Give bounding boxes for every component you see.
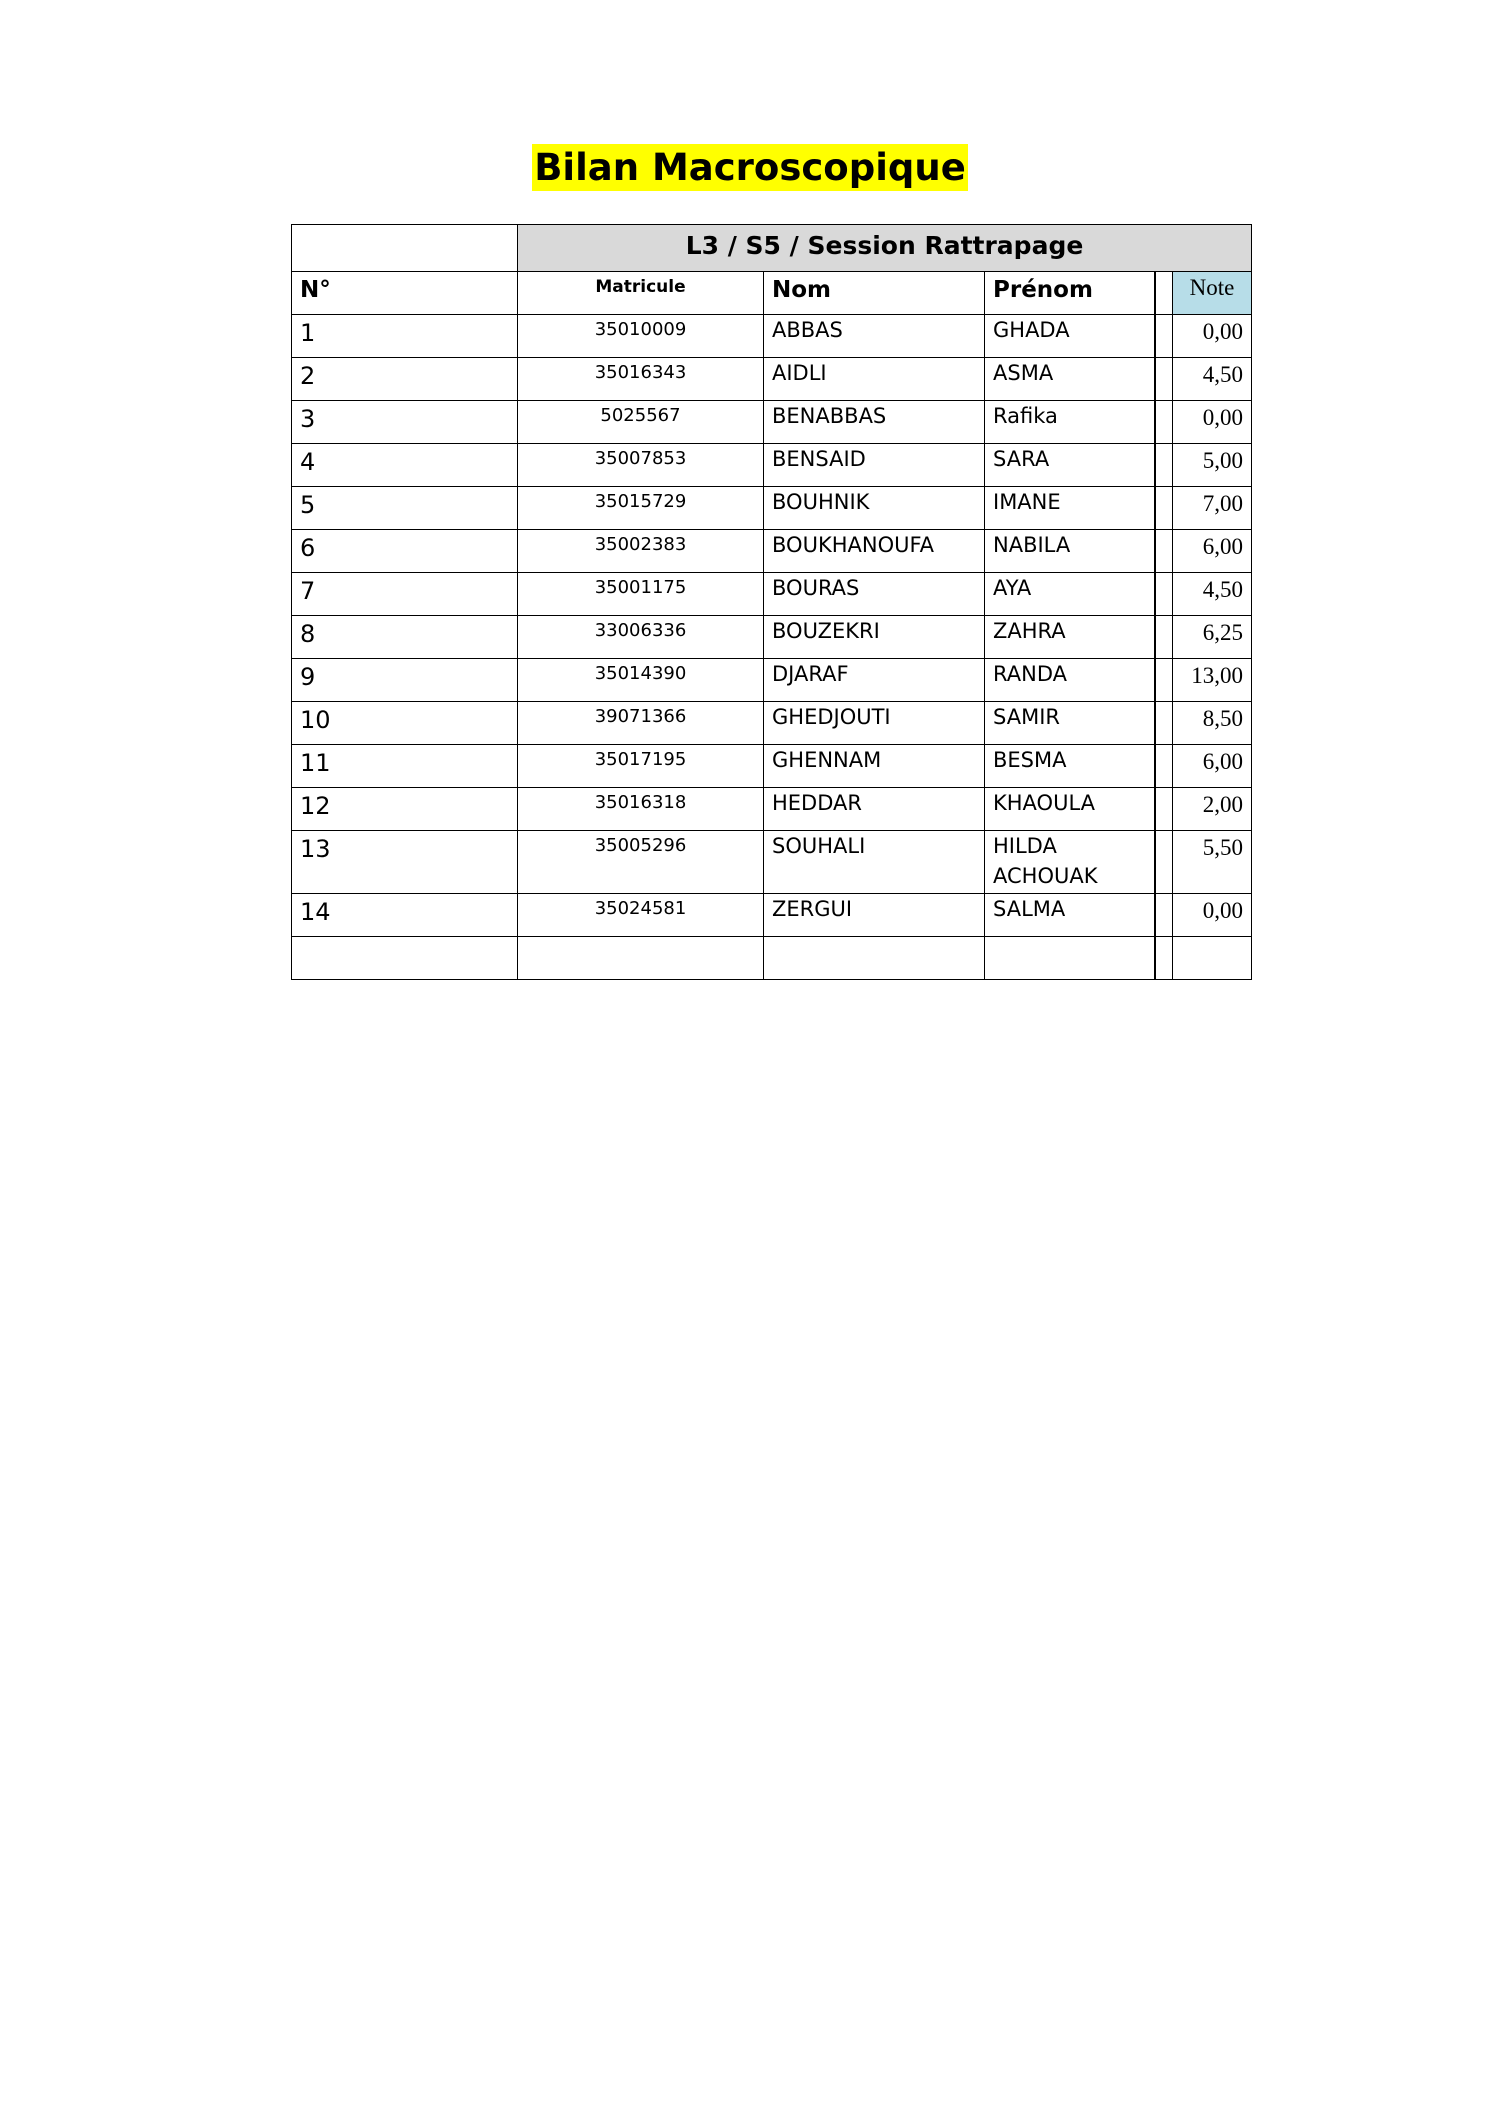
table-row xyxy=(292,487,1252,530)
empty-cell xyxy=(764,937,985,980)
cell-note: 8,50 xyxy=(1173,702,1252,745)
cell-note: 5,50 xyxy=(1173,831,1252,894)
table-header-row xyxy=(292,272,1252,315)
session-row xyxy=(292,225,1252,272)
cell-nom: GHENNAM xyxy=(764,745,985,788)
cell-spacer xyxy=(1155,788,1173,831)
cell-note: 7,00 xyxy=(1173,487,1252,530)
cell-prenom: RANDA xyxy=(985,659,1155,702)
cell-num: 12 xyxy=(292,788,518,831)
cell-num: 10 xyxy=(292,702,518,745)
cell-spacer xyxy=(1155,745,1173,788)
cell-prenom: SAMIR xyxy=(985,702,1155,745)
table-row xyxy=(292,659,1252,702)
cell-prenom: IMANE xyxy=(985,487,1155,530)
cell-note: 6,00 xyxy=(1173,530,1252,573)
table-row xyxy=(292,831,1252,894)
cell-nom: AIDLI xyxy=(764,358,985,401)
cell-spacer xyxy=(1155,616,1173,659)
header-prenom: Prénom xyxy=(985,272,1155,315)
cell-note: 0,00 xyxy=(1173,894,1252,937)
cell-note: 5,00 xyxy=(1173,444,1252,487)
cell-num: 9 xyxy=(292,659,518,702)
results-table xyxy=(291,224,1252,980)
cell-nom: BENABBAS xyxy=(764,401,985,444)
header-nom: Nom xyxy=(764,272,985,315)
cell-num: 8 xyxy=(292,616,518,659)
cell-note: 0,00 xyxy=(1173,401,1252,444)
cell-spacer xyxy=(1155,358,1173,401)
cell-spacer xyxy=(1155,315,1173,358)
cell-num: 4 xyxy=(292,444,518,487)
cell-nom: BENSAID xyxy=(764,444,985,487)
cell-note: 4,50 xyxy=(1173,573,1252,616)
cell-nom: SOUHALI xyxy=(764,831,985,894)
table-row xyxy=(292,573,1252,616)
cell-spacer xyxy=(1155,444,1173,487)
page-title xyxy=(0,140,1500,196)
table-row xyxy=(292,358,1252,401)
cell-note: 6,00 xyxy=(1173,745,1252,788)
session-row-empty-cell xyxy=(292,225,518,272)
cell-matricule: 35001175 xyxy=(518,573,764,616)
empty-cell xyxy=(292,937,518,980)
header-spacer-cell xyxy=(1155,272,1173,315)
header-num: N° xyxy=(292,272,518,315)
table-row xyxy=(292,444,1252,487)
cell-matricule: 35015729 xyxy=(518,487,764,530)
cell-nom: ZERGUI xyxy=(764,894,985,937)
header-matricule: Matricule xyxy=(518,272,764,315)
table-row xyxy=(292,616,1252,659)
cell-num: 13 xyxy=(292,831,518,894)
empty-table-row xyxy=(292,937,1252,980)
cell-spacer xyxy=(1155,487,1173,530)
cell-matricule: 33006336 xyxy=(518,616,764,659)
cell-prenom: GHADA xyxy=(985,315,1155,358)
cell-num: 6 xyxy=(292,530,518,573)
cell-prenom: AYA xyxy=(985,573,1155,616)
cell-spacer xyxy=(1155,659,1173,702)
cell-matricule: 35017195 xyxy=(518,745,764,788)
cell-prenom: KHAOULA xyxy=(985,788,1155,831)
cell-note: 0,00 xyxy=(1173,315,1252,358)
cell-nom: BOUZEKRI xyxy=(764,616,985,659)
cell-nom: BOURAS xyxy=(764,573,985,616)
cell-nom: BOUHNIK xyxy=(764,487,985,530)
header-note: Note xyxy=(1173,272,1252,315)
cell-note: 6,25 xyxy=(1173,616,1252,659)
cell-nom: GHEDJOUTI xyxy=(764,702,985,745)
cell-spacer xyxy=(1155,530,1173,573)
cell-matricule: 35002383 xyxy=(518,530,764,573)
cell-matricule: 35024581 xyxy=(518,894,764,937)
cell-matricule: 39071366 xyxy=(518,702,764,745)
cell-num: 1 xyxy=(292,315,518,358)
cell-matricule: 35010009 xyxy=(518,315,764,358)
cell-spacer xyxy=(1155,401,1173,444)
cell-matricule: 35014390 xyxy=(518,659,764,702)
cell-prenom: SALMA xyxy=(985,894,1155,937)
page-title-text: Bilan Macroscopique xyxy=(534,146,966,189)
table-row xyxy=(292,745,1252,788)
cell-matricule: 35016343 xyxy=(518,358,764,401)
cell-matricule: 35007853 xyxy=(518,444,764,487)
empty-cell xyxy=(518,937,764,980)
cell-prenom: SARA xyxy=(985,444,1155,487)
cell-note: 2,00 xyxy=(1173,788,1252,831)
cell-spacer xyxy=(1155,894,1173,937)
cell-note: 13,00 xyxy=(1173,659,1252,702)
cell-spacer xyxy=(1155,831,1173,894)
cell-nom: ABBAS xyxy=(764,315,985,358)
cell-matricule: 35005296 xyxy=(518,831,764,894)
cell-num: 3 xyxy=(292,401,518,444)
table-row xyxy=(292,530,1252,573)
cell-nom: HEDDAR xyxy=(764,788,985,831)
cell-num: 5 xyxy=(292,487,518,530)
cell-prenom: ZAHRA xyxy=(985,616,1155,659)
empty-cell xyxy=(985,937,1155,980)
session-label: L3 / S5 / Session Rattrapage xyxy=(518,225,1252,272)
cell-note: 4,50 xyxy=(1173,358,1252,401)
table-row xyxy=(292,401,1252,444)
table-row xyxy=(292,788,1252,831)
cell-nom: DJARAF xyxy=(764,659,985,702)
cell-spacer xyxy=(1155,573,1173,616)
results-table-body xyxy=(292,225,1252,980)
cell-num: 14 xyxy=(292,894,518,937)
cell-prenom: BESMA xyxy=(985,745,1155,788)
table-row xyxy=(292,894,1252,937)
cell-prenom: ASMA xyxy=(985,358,1155,401)
cell-nom: BOUKHANOUFA xyxy=(764,530,985,573)
cell-matricule: 5025567 xyxy=(518,401,764,444)
cell-num: 7 xyxy=(292,573,518,616)
empty-cell xyxy=(1155,937,1173,980)
cell-prenom: NABILA xyxy=(985,530,1155,573)
cell-prenom: HILDA ACHOUAK xyxy=(985,831,1155,894)
table-row xyxy=(292,702,1252,745)
cell-spacer xyxy=(1155,702,1173,745)
empty-cell xyxy=(1173,937,1252,980)
cell-num: 2 xyxy=(292,358,518,401)
cell-matricule: 35016318 xyxy=(518,788,764,831)
cell-prenom: Rafika xyxy=(985,401,1155,444)
table-row xyxy=(292,315,1252,358)
cell-num: 11 xyxy=(292,745,518,788)
